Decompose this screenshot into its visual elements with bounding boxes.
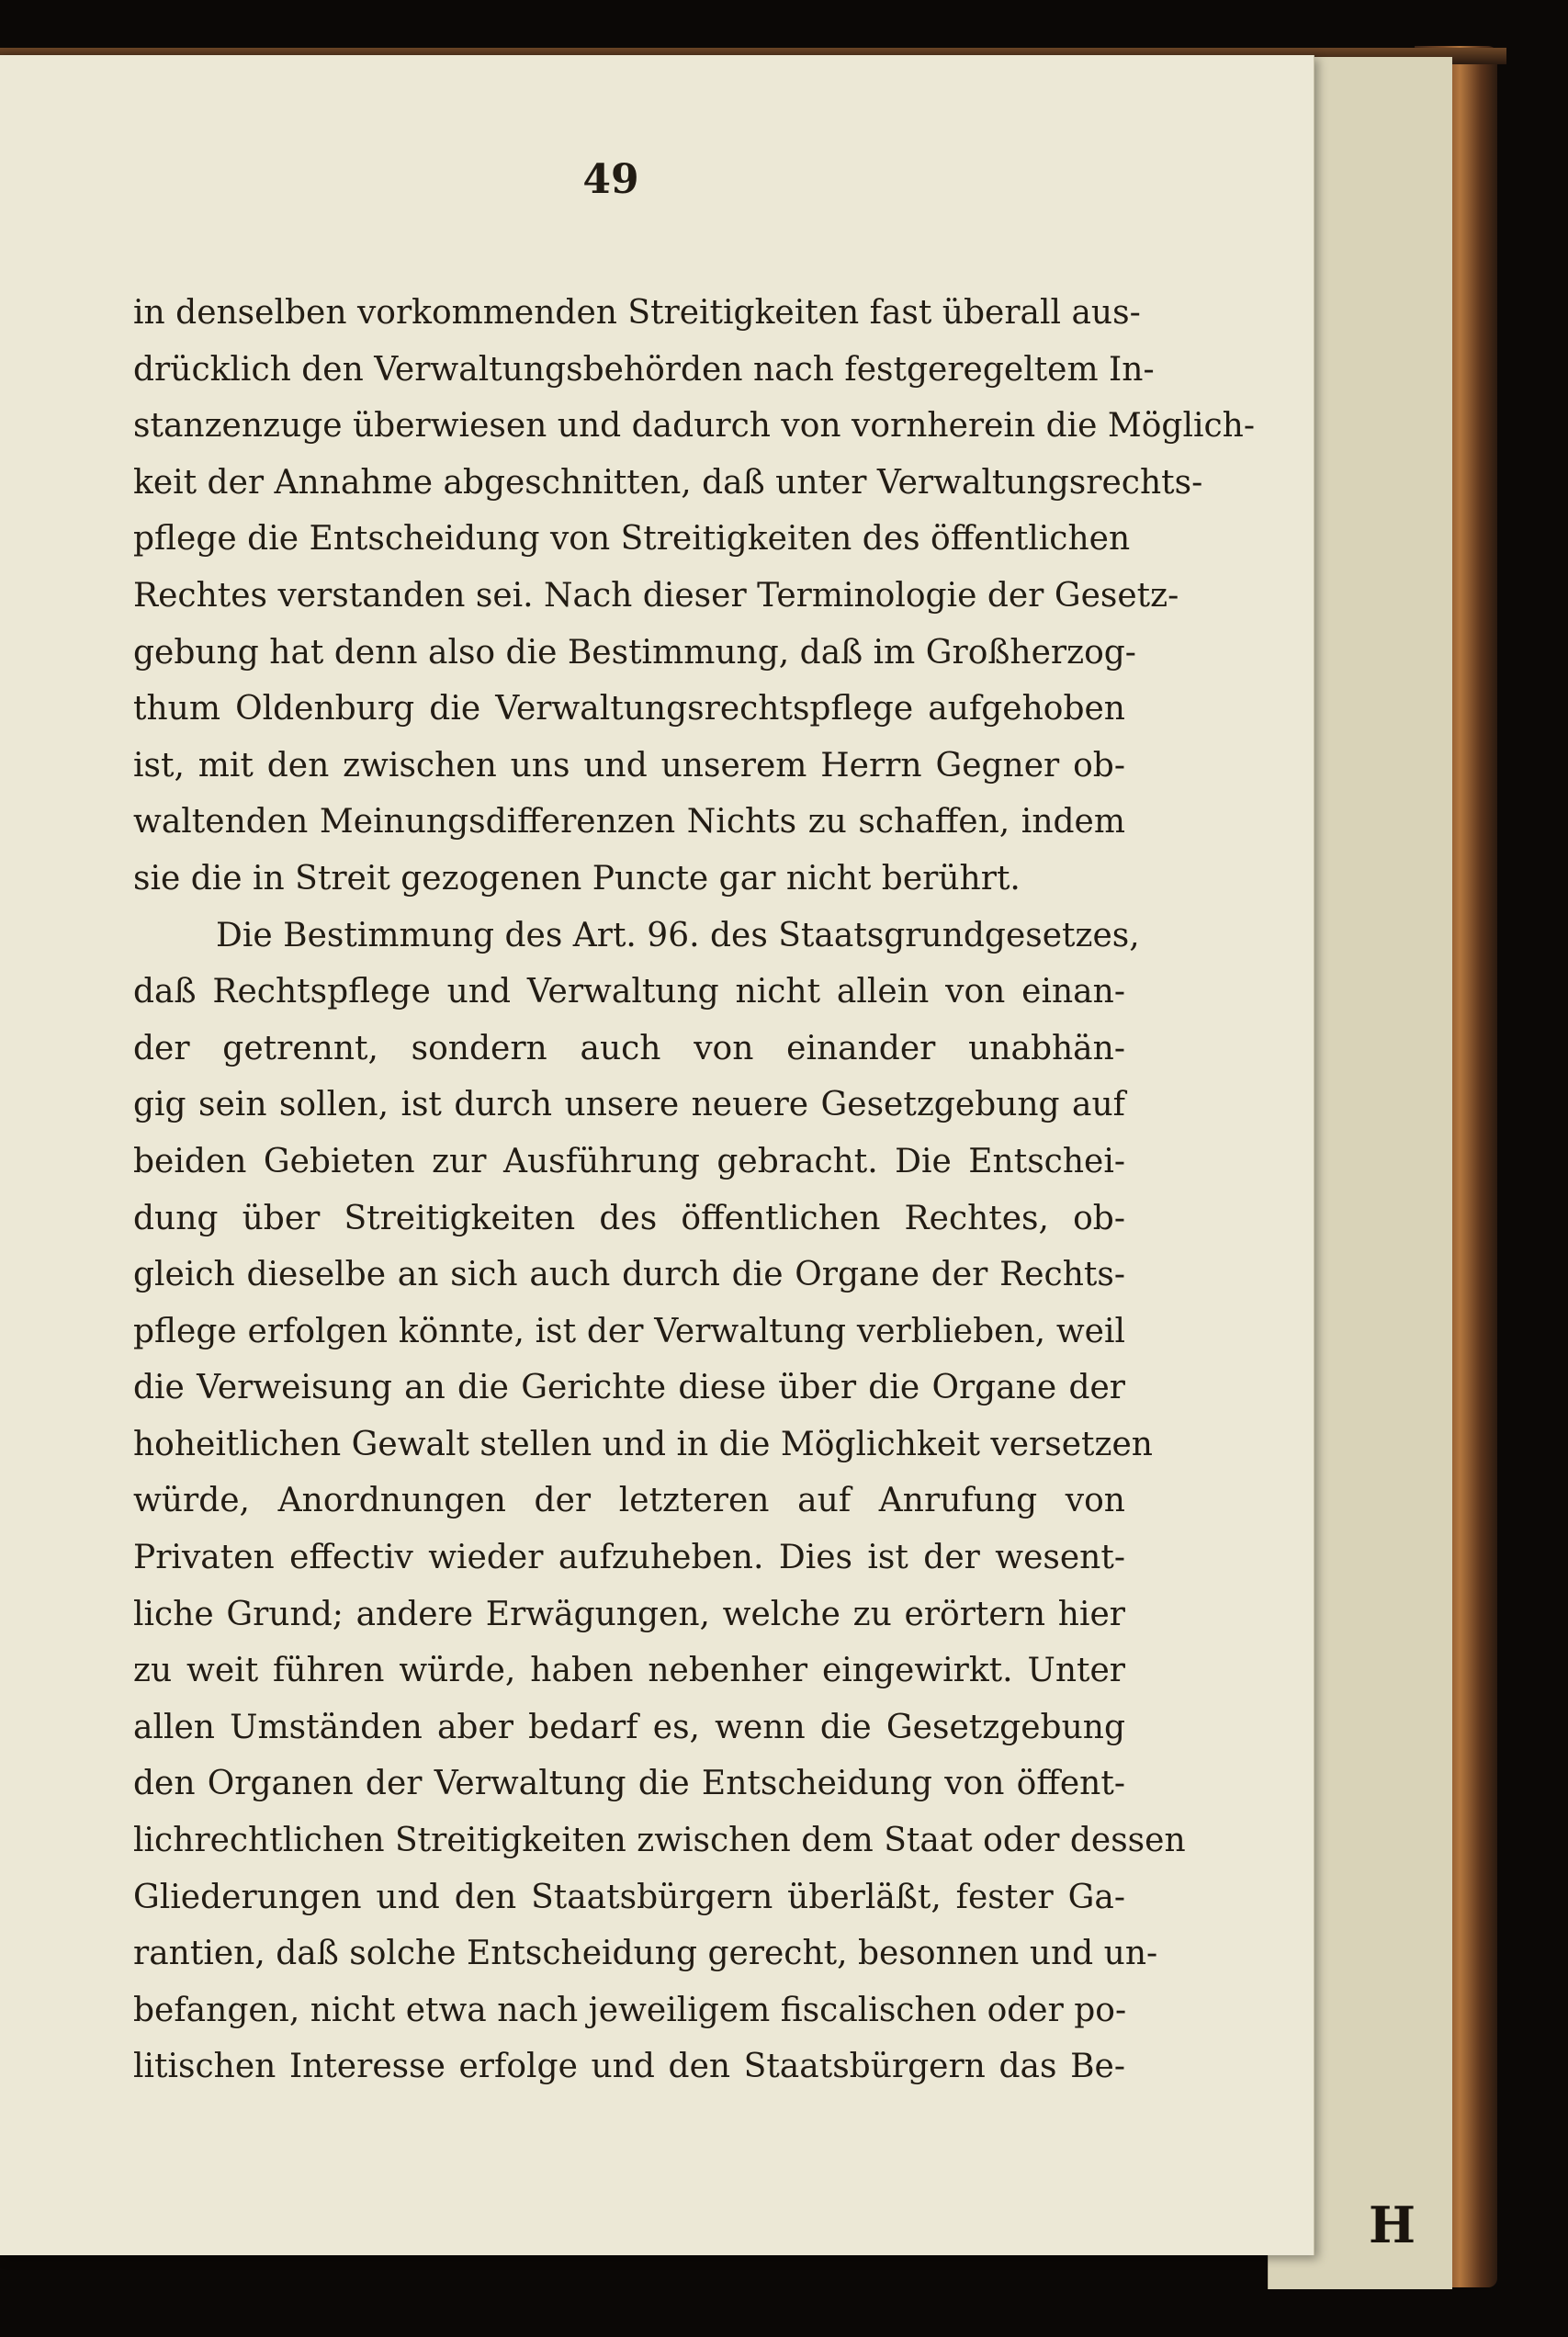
text-line: gleich dieselbe an sich auch durch die Organe der Rechts-: [133, 1256, 1125, 1294]
text-line: pflege die Entscheidung von Streitigkeiten des öffentlichen: [133, 520, 1131, 559]
text-line: zu weit führen würde, haben nebenher eingewirkt. Unter: [133, 1652, 1125, 1690]
text-line: stanzenzuge überwiesen und dadurch von vornherein die Möglich-: [133, 407, 1255, 446]
text-line: würde, Anordnungen der letzteren auf Anrufung von: [133, 1482, 1125, 1520]
text-line: litischen Interesse erfolge und den Staatsbürgern das Be-: [133, 2048, 1125, 2086]
text-line: liche Grund; andere Erwägungen, welche zu erörtern hier: [133, 1595, 1125, 1633]
text-line: gebung hat denn also die Bestimmung, daß im Großherzog-: [133, 633, 1136, 672]
text-line: hoheitlichen Gewalt stellen und in die Möglichkeit versetzen: [133, 1425, 1153, 1463]
text-line: rantien, daß solche Entscheidung gerecht, besonnen und un-: [133, 1935, 1158, 1973]
signature-mark: H: [1369, 2196, 1416, 2254]
page-number: 49: [582, 156, 639, 203]
text-line: lichrechtlichen Streitigkeiten zwischen dem Staat oder dessen: [133, 1822, 1186, 1860]
text-line: Gliederungen und den Staatsbürgern überläßt, fester Ga-: [133, 1878, 1125, 1916]
text-line: Rechtes verstanden sei. Nach dieser Terminologie der Gesetz-: [133, 576, 1179, 615]
book-page: [0, 55, 1314, 2255]
body-text: [133, 285, 1255, 2095]
text-line: den Organen der Verwaltung die Entscheidung von öffent-: [133, 1765, 1125, 1803]
text-line: die Verweisung an die Gerichte diese über die Organe der: [133, 1369, 1125, 1407]
text-line: dung über Streitigkeiten des öffentlichen Rechtes, ob-: [133, 1199, 1125, 1237]
text-line: in denselben vorkommenden Streitigkeiten fast überall aus-: [133, 294, 1141, 332]
text-line: Privaten effectiv wieder aufzuheben. Dies ist der wesent-: [133, 1539, 1125, 1577]
text-line: der getrennt, sondern auch von einander unabhän-: [133, 1029, 1125, 1067]
text-line: thum Oldenburg die Verwaltungsrechtspflege aufgehoben: [133, 690, 1125, 728]
text-line: drücklich den Verwaltungsbehörden nach festgeregeltem In-: [133, 350, 1155, 389]
text-line: allen Umständen aber bedarf es, wenn die Gesetzgebung: [133, 1708, 1125, 1746]
text-line: Die Bestimmung des Art. 96. des Staatsgrundgesetzes,: [216, 916, 1140, 954]
text-line: sie die in Streit gezogenen Puncte gar nicht berührt.: [133, 859, 1021, 898]
text-line: waltenden Meinungsdifferenzen Nichts zu schaffen, indem: [133, 803, 1125, 841]
text-line: beiden Gebieten zur Ausführung gebracht. Die Entschei-: [133, 1142, 1125, 1180]
text-line: befangen, nicht etwa nach jeweiligem fiscalischen oder po-: [133, 1991, 1127, 2029]
text-line: keit der Annahme abgeschnitten, daß unter Verwaltungsrechts-: [133, 463, 1203, 502]
text-line: ist, mit den zwischen uns und unserem Herrn Gegner ob-: [133, 746, 1125, 785]
text-line: daß Rechtspflege und Verwaltung nicht allein von einan-: [133, 973, 1125, 1011]
text-line: pflege erfolgen könnte, ist der Verwaltung verblieben, weil: [133, 1312, 1125, 1350]
text-line: gig sein sollen, ist durch unsere neuere Gesetzgebung auf: [133, 1086, 1125, 1124]
